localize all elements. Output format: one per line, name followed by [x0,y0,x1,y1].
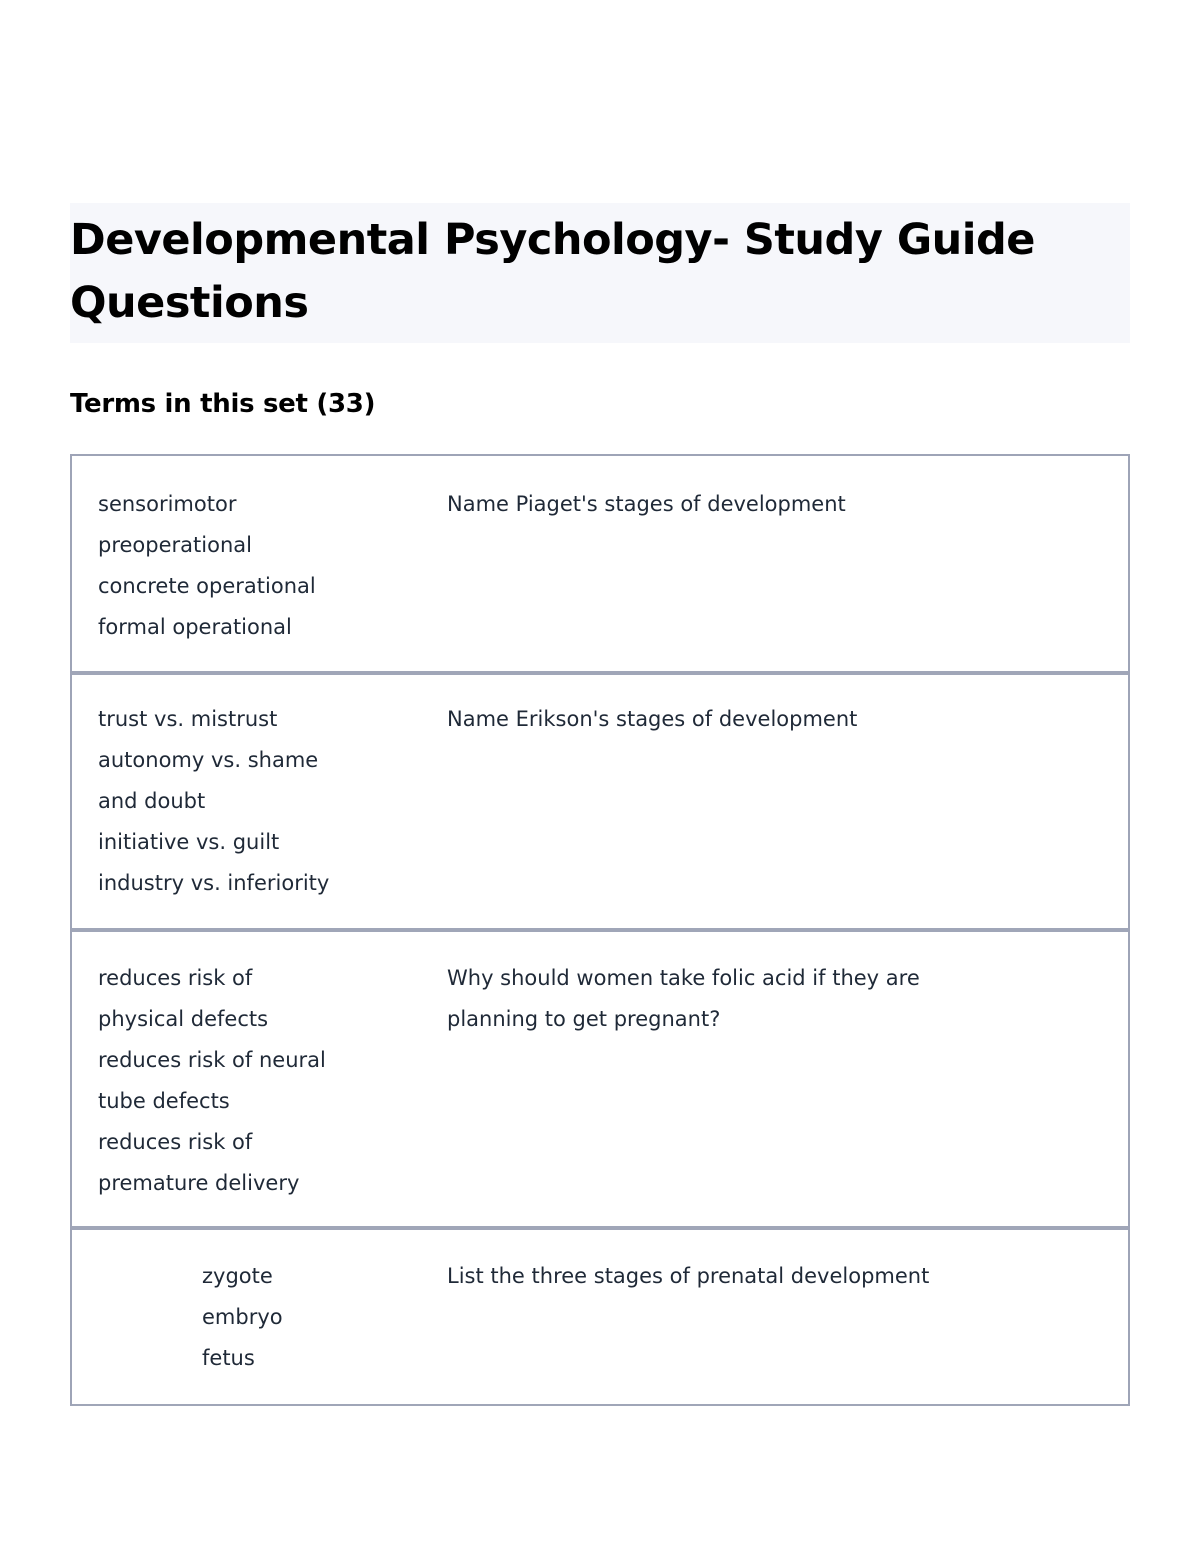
answer-line: embryo [202,1305,283,1329]
answer-line: zygote [202,1264,273,1288]
answer-line: and doubt [98,789,206,813]
term-answer [72,932,394,1226]
answer-line: autonomy vs. shame [98,748,319,772]
term-question [394,1230,1128,1404]
page-title: Developmental Psychology- Study Guide Questions [70,215,1035,328]
term-card [72,932,1128,1230]
question-line: Why should women take folic acid if they are [447,966,920,990]
term-answer [72,1230,394,1404]
answer-line: physical defects [98,1007,269,1031]
question-line: planning to get pregnant? [447,1007,721,1031]
terms-table [70,454,1130,1406]
answer-line: reduces risk of neural [98,1048,326,1072]
term-question [394,675,1128,928]
question-line: Name Piaget's stages of development [447,492,846,516]
answer-line: preoperational [98,533,252,557]
term-card [72,675,1128,932]
answer-line: reduces risk of [98,1130,253,1154]
term-answer [72,456,394,671]
term-question [394,932,1128,1226]
answer-line: sensorimotor [98,492,237,516]
answer-indent [98,1256,394,1379]
term-card [72,456,1128,675]
terms-heading: Terms in this set (33) [70,389,376,419]
answer-line: formal operational [98,615,292,639]
answer-line: premature delivery [98,1171,300,1195]
answer-line: reduces risk of [98,966,253,990]
question-line: List the three stages of prenatal development [447,1264,930,1288]
term-card [72,1230,1128,1406]
term-answer [72,675,394,928]
answer-line: industry vs. inferiority [98,871,330,895]
answer-line: trust vs. mistrust [98,707,278,731]
term-question [394,456,1128,671]
answer-line: tube defects [98,1089,230,1113]
answer-line: fetus [202,1346,255,1370]
answer-line: concrete operational [98,574,316,598]
answer-line: initiative vs. guilt [98,830,280,854]
question-line: Name Erikson's stages of development [447,707,858,731]
